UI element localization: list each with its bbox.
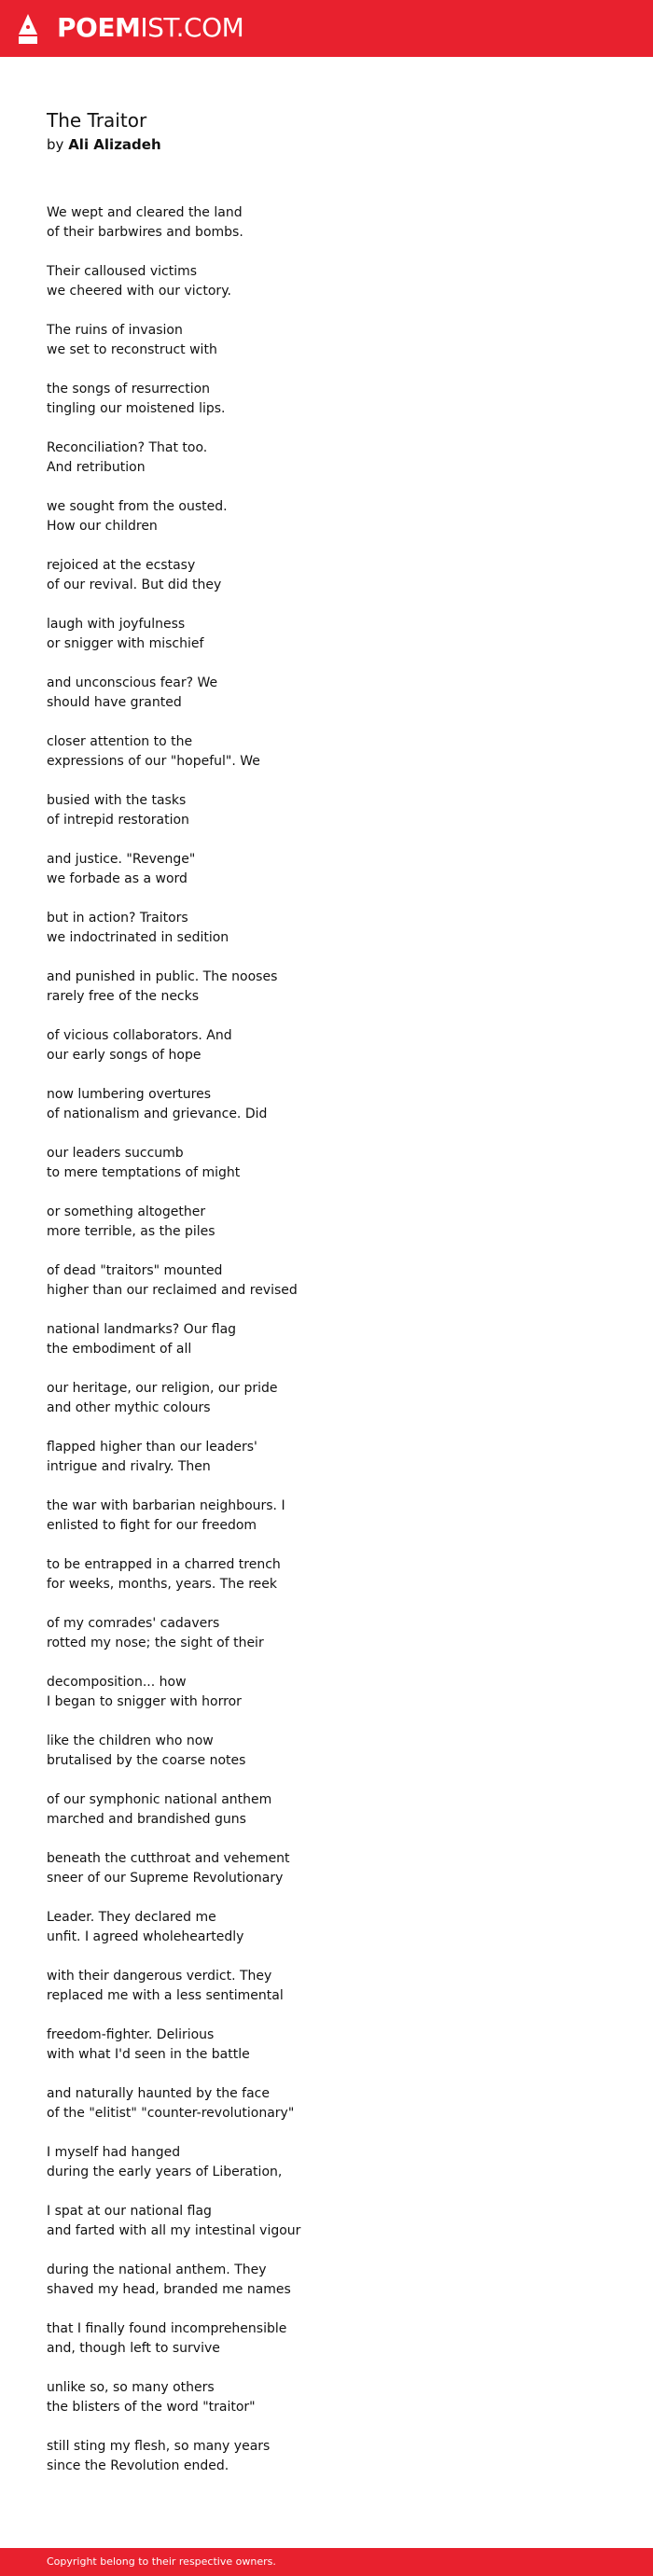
poem-line: we forbade as a word xyxy=(47,871,188,886)
poem-line: How our children xyxy=(47,519,158,534)
poem-line: of intrepid restoration xyxy=(47,813,189,828)
poem-line: I myself had hanged xyxy=(47,2145,181,2160)
poem-line: of our symphonic national anthem xyxy=(47,1792,272,1807)
poem-line: replaced me with a less sentimental xyxy=(47,1988,284,2003)
stanza xyxy=(47,2202,606,2241)
poem-line: that I finally found incomprehensible xyxy=(47,2321,287,2336)
poem-line: closer attention to the xyxy=(47,734,193,749)
poem-line: and other mythic colours xyxy=(47,1400,211,1415)
stanza xyxy=(47,439,606,478)
stanza xyxy=(47,1261,606,1301)
poem-line: shaved my head, branded me names xyxy=(47,2282,291,2297)
pen-nib-icon[interactable] xyxy=(17,13,39,45)
poem-line: our heritage, our religion, our pride xyxy=(47,1381,278,1396)
poem-line: with their dangerous verdict. They xyxy=(47,1969,272,1984)
poem-line: sneer of our Supreme Revolutionary xyxy=(47,1871,284,1886)
poem-line: to mere temptations of might xyxy=(47,1165,241,1180)
stanza xyxy=(47,2026,606,2065)
poem-line: of their barbwires and bombs. xyxy=(47,225,243,240)
poem-line: and naturally haunted by the face xyxy=(47,2086,270,2101)
poem-line: we sought from the ousted. xyxy=(47,499,228,514)
stanza xyxy=(47,1555,606,1594)
poem-line: more terrible, as the piles xyxy=(47,1224,215,1239)
poem-line: of my comrades' cadavers xyxy=(47,1616,220,1631)
poem-line: and unconscious fear? We xyxy=(47,675,218,690)
copyright-notice: Copyright belong to their respective owners. xyxy=(47,2555,276,2568)
poem-line: our leaders succumb xyxy=(47,1146,184,1161)
poem-line: I spat at our national flag xyxy=(47,2204,212,2219)
poem-line: but in action? Traitors xyxy=(47,911,188,926)
stanza xyxy=(47,262,606,301)
poem-line: with what I'd seen in the battle xyxy=(47,2047,250,2062)
stanza xyxy=(47,1438,606,1477)
site-header xyxy=(0,0,653,57)
poem-line: of nationalism and grievance. Did xyxy=(47,1107,268,1121)
poem-line: during the early years of Liberation, xyxy=(47,2165,283,2179)
stanza xyxy=(47,380,606,419)
poem-line: we indoctrinated in sedition xyxy=(47,930,229,945)
poem-line: or snigger with mischief xyxy=(47,636,204,651)
stanza xyxy=(47,1732,606,1771)
poem-line: brutalised by the coarse notes xyxy=(47,1753,246,1768)
poem-line: intrigue and rivalry. Then xyxy=(47,1459,211,1474)
poem-line: enlisted to fight for our freedom xyxy=(47,1518,257,1533)
stanza xyxy=(47,2143,606,2182)
poem-line: still sting my flesh, so many years xyxy=(47,2439,271,2454)
stanza xyxy=(47,1673,606,1712)
poem-line: our early songs of hope xyxy=(47,1048,201,1063)
stanza xyxy=(47,2084,606,2123)
stanza xyxy=(47,2319,606,2359)
poem-line: Leader. They declared me xyxy=(47,1910,216,1925)
poem-line: we set to reconstruct with xyxy=(47,342,217,357)
stanza xyxy=(47,1497,606,1536)
poem-line: flapped higher than our leaders' xyxy=(47,1440,257,1455)
stanza xyxy=(47,1203,606,1242)
poem-line: for weeks, months, years. The reek xyxy=(47,1577,278,1592)
poem-line: since the Revolution ended. xyxy=(47,2458,229,2473)
poem-line: and farted with all my intestinal vigour xyxy=(47,2223,301,2238)
stanza xyxy=(47,1967,606,2006)
poem-line: of the "elitist" "counter-revolutionary" xyxy=(47,2106,295,2121)
poem-line: rarely free of the necks xyxy=(47,989,200,1004)
poem-line: now lumbering overtures xyxy=(47,1087,212,1102)
stanza xyxy=(47,909,606,948)
stanza xyxy=(47,791,606,830)
byline xyxy=(47,135,606,154)
stanza xyxy=(47,1085,606,1124)
stanza xyxy=(47,203,606,243)
stanza xyxy=(47,321,606,360)
poem-body xyxy=(47,203,606,2496)
poem-line: of dead "traitors" mounted xyxy=(47,1263,223,1278)
stanza xyxy=(47,556,606,595)
poem-line: should have granted xyxy=(47,695,182,710)
poem-line: And retribution xyxy=(47,460,146,475)
poem-line: tingling our moistened lips. xyxy=(47,401,226,416)
poem-line: of vicious collaborators. And xyxy=(47,1028,232,1043)
poem-line: the songs of resurrection xyxy=(47,382,211,397)
stanza xyxy=(47,1849,606,1888)
poem-line: of our revival. But did they xyxy=(47,578,222,592)
stanza xyxy=(47,1379,606,1418)
stanza xyxy=(47,1026,606,1065)
stanza xyxy=(47,2261,606,2300)
stanza xyxy=(47,615,606,654)
poem-line: Reconciliation? That too. xyxy=(47,440,208,455)
poem-line: rejoiced at the ecstasy xyxy=(47,558,196,573)
poem-line: rotted my nose; the sight of their xyxy=(47,1636,264,1650)
logo-bold-text: POEM xyxy=(57,12,141,43)
by-label: by xyxy=(47,136,64,153)
poem-line: beneath the cutthroat and vehement xyxy=(47,1851,290,1866)
site-logo[interactable] xyxy=(57,13,243,43)
stanza xyxy=(47,2378,606,2417)
poem-line: during the national anthem. They xyxy=(47,2263,267,2277)
site-footer xyxy=(0,2548,653,2576)
stanza xyxy=(47,1144,606,1183)
poem-line: laugh with joyfulness xyxy=(47,617,186,632)
poem-line: unlike so, so many others xyxy=(47,2380,215,2395)
poem-line: the war with barbarian neighbours. I xyxy=(47,1498,285,1513)
stanza xyxy=(47,497,606,536)
poem-line: expressions of our "hopeful". We xyxy=(47,754,260,769)
stanza xyxy=(47,968,606,1007)
poem-line: and, though left to survive xyxy=(47,2341,220,2356)
poem-line: freedom-fighter. Delirious xyxy=(47,2027,215,2042)
stanza xyxy=(47,2437,606,2476)
poem-line: like the children who now xyxy=(47,1734,214,1748)
poem-line: unfit. I agreed wholeheartedly xyxy=(47,1929,244,1944)
poem-line: The ruins of invasion xyxy=(47,323,183,338)
poem-line: Their calloused victims xyxy=(47,264,198,279)
poem-line: or something altogether xyxy=(47,1204,206,1219)
poem-line: the blisters of the word "traitor" xyxy=(47,2400,256,2415)
stanza xyxy=(47,850,606,889)
stanza xyxy=(47,1908,606,1947)
poem-line: higher than our reclaimed and revised xyxy=(47,1283,298,1298)
poem-line: and punished in public. The nooses xyxy=(47,969,278,984)
poem-line: We wept and cleared the land xyxy=(47,205,243,220)
author-name: Ali Alizadeh xyxy=(68,136,161,153)
poem-line: I began to snigger with horror xyxy=(47,1694,242,1709)
stanza xyxy=(47,1614,606,1653)
poem-line: the embodiment of all xyxy=(47,1342,192,1357)
poem-line: we cheered with our victory. xyxy=(47,284,231,299)
stanza xyxy=(47,674,606,713)
poem-line: to be entrapped in a charred trench xyxy=(47,1557,281,1572)
logo-light-text: IST.COM xyxy=(140,12,244,43)
poem-heading xyxy=(47,108,606,154)
stanza xyxy=(47,732,606,772)
stanza xyxy=(47,1790,606,1830)
poem-line: marched and brandished guns xyxy=(47,1812,246,1827)
poem-line: decomposition... how xyxy=(47,1675,187,1690)
stanza xyxy=(47,1320,606,1359)
poem-line: national landmarks? Our flag xyxy=(47,1322,237,1337)
poem-line: busied with the tasks xyxy=(47,793,187,808)
poem-line: and justice. "Revenge" xyxy=(47,852,196,867)
poem-title: The Traitor xyxy=(47,109,147,132)
